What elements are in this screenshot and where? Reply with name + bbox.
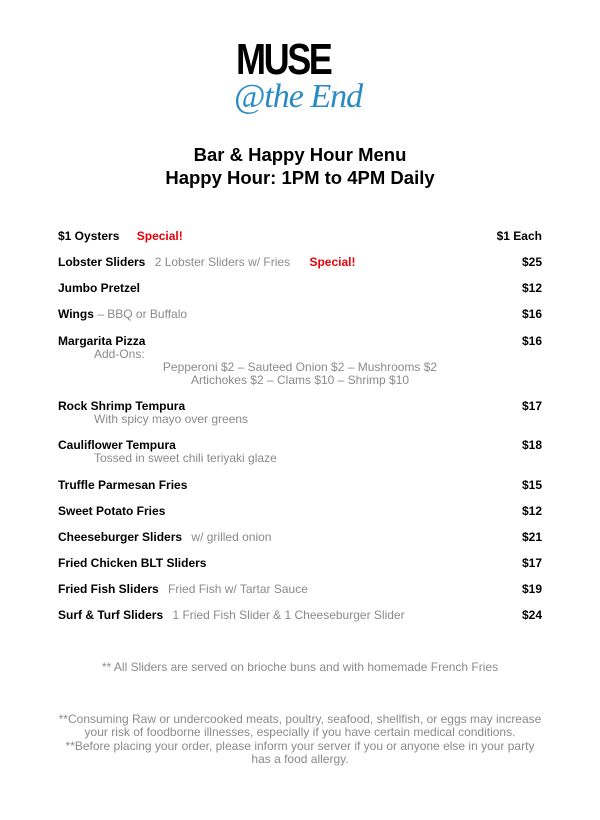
item-name: Lobster Sliders (58, 255, 146, 269)
menu-item (58, 504, 542, 518)
item-name: Fried Fish Sliders (58, 582, 159, 596)
item-name: Sweet Potato Fries (58, 504, 166, 518)
special-badge: Special! (136, 229, 183, 243)
menu-item (58, 334, 542, 348)
item-price: $16 (521, 307, 542, 321)
item-name: Surf & Turf Sliders (58, 608, 164, 622)
item-name: Truffle Parmesan Fries (58, 478, 188, 492)
logo-the-end-text: @the End (234, 78, 363, 115)
menu-item (58, 307, 542, 321)
item-price: $18 (521, 438, 542, 452)
item-price: $12 (521, 281, 542, 295)
item-price: $17 (521, 556, 542, 570)
item-price: $24 (521, 608, 542, 622)
menu-item (58, 399, 542, 413)
raw-food-warning: **Consuming Raw or undercooked meats, poultry, seafood, shellfish, or eggs may increase your risk of foodborne illnesses, especially if you have certain medical conditions. (58, 712, 542, 739)
item-price: $16 (521, 334, 542, 348)
menu-item (58, 556, 542, 570)
special-badge: Special! (309, 255, 356, 269)
item-description: Tossed in sweet chili teriyaki glaze (94, 451, 277, 465)
item-description: 2 Lobster Sliders w/ Fries (154, 255, 291, 269)
menu-item (58, 530, 542, 544)
menu-header (0, 143, 600, 189)
item-price: $21 (521, 530, 542, 544)
item-name: $1 Oysters (58, 229, 120, 243)
addons-line-1: Pepperoni $2 – Sauteed Onion $2 – Mushrooms $2 (162, 360, 438, 374)
allergy-notice: **Before placing your order, please inform your server if you or anyone else in your party has a food allergy. (65, 739, 535, 766)
item-description: Fried Fish w/ Tartar Sauce (168, 582, 308, 596)
muse-at-the-end-logo (232, 35, 372, 128)
item-price: $19 (521, 582, 542, 596)
addons-label: Add-Ons: (94, 347, 145, 361)
item-price: $1 Each (496, 229, 542, 243)
happy-hour-times: Happy Hour: 1PM to 4PM Daily (165, 167, 435, 188)
item-description: With spicy mayo over greens (94, 412, 249, 426)
item-price: $17 (521, 399, 542, 413)
item-description: w/ grilled onion (191, 530, 272, 544)
menu-item (58, 281, 542, 295)
item-name: Cauliflower Tempura (58, 438, 176, 452)
menu-title: Bar & Happy Hour Menu (193, 144, 407, 165)
item-name: Rock Shrimp Tempura (58, 399, 186, 413)
menu-item (58, 608, 542, 622)
item-price: $15 (521, 478, 542, 492)
menu-item (58, 229, 542, 243)
item-name: Jumbo Pretzel (58, 281, 141, 295)
menu-item (58, 438, 542, 452)
item-name: Wings (58, 307, 94, 321)
item-name: Margarita Pizza (58, 334, 146, 348)
addons-line-2: Artichokes $2 – Clams $10 – Shrimp $10 (190, 373, 410, 387)
item-price: $12 (521, 504, 542, 518)
menu-item (58, 582, 542, 596)
menu-item (58, 478, 542, 492)
sliders-note: ** All Sliders are served on brioche buns and with homemade French Fries (101, 660, 499, 674)
item-name: Fried Chicken BLT Sliders (58, 556, 207, 570)
item-name: Cheeseburger Sliders (58, 530, 183, 544)
menu-item (58, 255, 542, 269)
item-description: 1 Fried Fish Slider & 1 Cheeseburger Slider (172, 608, 405, 622)
item-description: – BBQ or Buffalo (93, 307, 188, 321)
logo-muse-text: MUSE (236, 35, 331, 84)
item-price: $25 (521, 255, 542, 269)
